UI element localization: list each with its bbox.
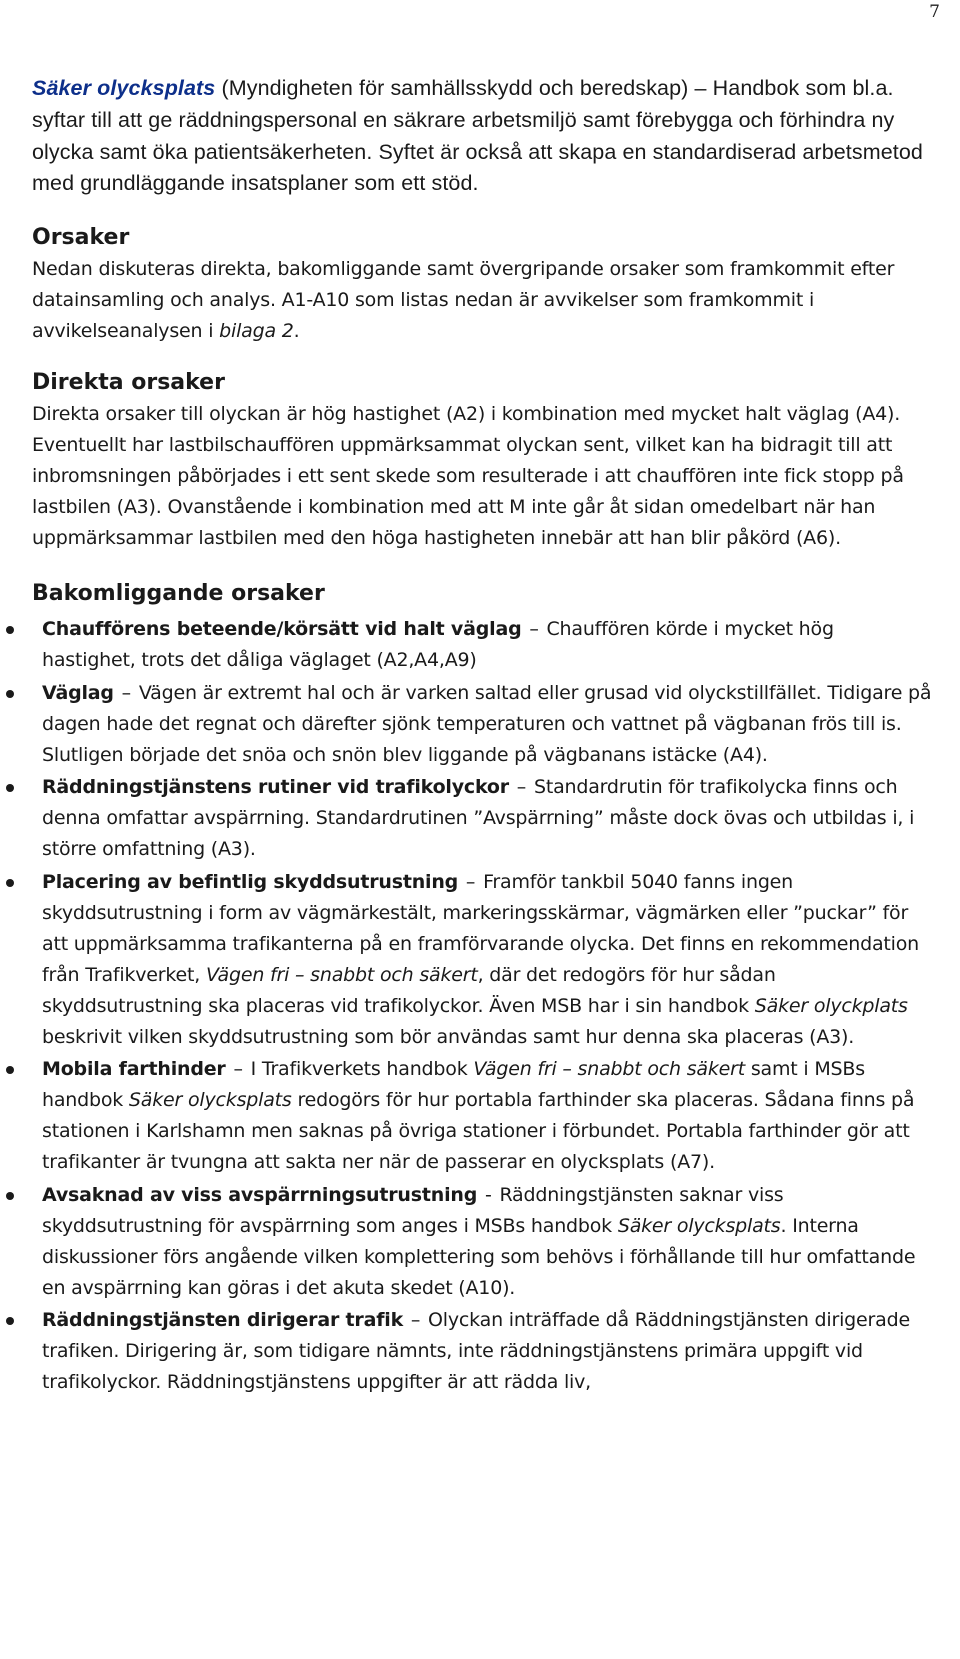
- intro-text: (Myndigheten för samhällsskydd och beredskap) – Handbok som bl.a. syftar till att ge räddningspersonal en säkrare arbetsmiljö samt förebygga och förhindra ny olycka samt öka patientsäkerheten. Syftet är också att skapa en standardiserad arbetsmetod med grundläggande insatsplaner som ett stöd.: [32, 76, 923, 196]
- list-item-separator: –: [516, 776, 527, 799]
- list-item-separator: –: [410, 1309, 421, 1332]
- list-item: [32, 1180, 932, 1304]
- list-item-text: Räddningstjänsten saknar viss skyddsutrustning för avspärrning som anges i MSBs handbok: [42, 1183, 784, 1237]
- bullet-icon: [6, 879, 14, 887]
- list-item-text: Olyckan inträffade då Räddningstjänsten dirigerade trafiken. Dirigering är, som tidigare nämnts, inte räddningstjänstens primära uppgift vid trafikolyckor. Räddningstjänstens uppgifter är att rädda liv,: [42, 1309, 910, 1394]
- document-body: [32, 73, 932, 1400]
- list-item-text: redogörs för hur portabla farthinder ska placeras. Sådana finns på stationen i Karlshamn men saknas på övriga stationer i förbundet. Portabla farthinder gör att trafikanter är tvungna att sakta ner när de passerar en olycksplats (A7).: [42, 1089, 915, 1174]
- list-item-term: Räddningstjänsten dirigerar trafik: [42, 1309, 404, 1332]
- list-item-italic-ref: Säker olyckplats: [754, 994, 908, 1017]
- list-item-italic-ref: Säker olycksplats: [128, 1089, 292, 1112]
- intro-paragraph: [32, 73, 932, 200]
- list-item-separator: –: [465, 870, 476, 893]
- intro-lead-title: Säker olycksplats: [32, 76, 216, 100]
- direkta-paragraph: Direkta orsaker till olyckan är hög hastighet (A2) i kombination med mycket halt väglag (A4). Eventuellt har lastbilschauffören uppmärksammat olyckan sent, vilket kan ha bidragit till att inbromsningen påbörjades i ett sent skede som resulterade i att chauffören inte fick stopp på lastbilen (A3). Ovanstående i kombination med att M inte går åt sidan omedelbart när han uppmärksammar lastbilen med den höga hastigheten innebär att han blir påkörd (A6).: [32, 403, 904, 550]
- orsaker-text: Nedan diskuteras direkta, bakomliggande samt övergripande orsaker som framkommit efter datainsamling och analys. A1-A10 som listas nedan är avvikelser som framkommit i avvikelseanalysen i: [32, 258, 895, 343]
- list-item-separator: -: [484, 1183, 492, 1206]
- list-item-italic-ref: Vägen fri – snabbt och säkert: [473, 1058, 746, 1081]
- list-item-term: Räddningstjänstens rutiner vid trafikolyckor: [42, 776, 509, 799]
- list-item-italic-ref: Vägen fri – snabbt och säkert: [205, 963, 478, 986]
- list-item-text: , där det redogörs för hur sådan skyddsutrustning ska placeras vid trafikolyckor. Även MSB har i sin handbok: [42, 963, 776, 1017]
- bullet-icon: [6, 784, 14, 792]
- list-item: [32, 867, 932, 1053]
- list-item-separator: –: [121, 681, 131, 704]
- heading-direkta-orsaker: Direkta orsaker: [32, 370, 225, 396]
- page-number: 7: [929, 2, 940, 22]
- list-item: [32, 678, 932, 771]
- list-item-text: Standardrutin för trafikolycka finns och denna omfattar avspärrning. Standardrutinen ”Avspärrning” måste dock övas och utbildas i, i större omfattning (A3).: [42, 776, 915, 861]
- orsaker-paragraph: [32, 254, 932, 347]
- list-item-text: samt i MSBs handbok: [42, 1058, 865, 1112]
- list-item: [32, 1305, 932, 1398]
- list-item-separator: –: [529, 618, 539, 641]
- bullet-icon: [6, 690, 14, 698]
- list-item-text: Vägen är extremt hal och är varken saltad eller grusad vid olyckstillfället. Tidigare på dagen hade det regnat och därefter sjönk temperaturen och vattnet på vägbanan frös till is. Slutligen började det snöa och snön blev liggande på vägbanans istäcke (A4).: [42, 681, 932, 766]
- list-item: [32, 772, 932, 865]
- list-item-term: Väglag: [42, 681, 114, 704]
- heading-bakomliggande-orsaker: Bakomliggande orsaker: [32, 581, 325, 607]
- list-item-italic-ref: Säker olycksplats: [617, 1214, 781, 1237]
- list-item-text: . Interna diskussioner förs angående vilken komplettering som behövs i förhållande till hur omfattande en avspärrning kan göras i det akuta skedet (A10).: [42, 1214, 916, 1299]
- list-item: [32, 614, 932, 676]
- list-item-term: Placering av befintlig skyddsutrustning: [42, 870, 459, 893]
- list-item-text: Chauffören körde i mycket hög hastighet, trots det dåliga väglaget (A2,A4,A9): [42, 618, 834, 672]
- bullet-icon: [6, 626, 14, 634]
- bullet-icon: [6, 1066, 14, 1074]
- orsaker-text-end: .: [293, 320, 300, 343]
- bullet-icon: [6, 1317, 14, 1325]
- list-item-term: Mobila farthinder: [42, 1058, 226, 1081]
- list-item-separator: –: [233, 1058, 243, 1081]
- list-item: [32, 1054, 932, 1178]
- list-item-text: I Trafikverkets handbok: [250, 1058, 474, 1081]
- heading-orsaker: Orsaker: [32, 225, 130, 251]
- bullet-icon: [6, 1192, 14, 1200]
- list-item-text: Framför tankbil 5040 fanns ingen skyddsutrustning i form av vägmärkestält, markeringsskärmar, vägmärken eller ”puckar” för att uppmärksamma trafikanterna på en framförvarande olycka. Det finns en rekommendation från Trafikverket,: [42, 870, 920, 986]
- list-item-text: beskrivit vilken skyddsutrustning som bör användas samt hur denna ska placeras (A3).: [42, 1025, 855, 1048]
- bakomliggande-list: [32, 614, 932, 1398]
- orsaker-italic-ref: bilaga 2: [219, 320, 294, 343]
- list-item-term: Avsaknad av viss avspärrningsutrustning: [42, 1183, 478, 1206]
- list-item-term: Chaufförens beteende/körsätt vid halt väglag: [42, 618, 522, 641]
